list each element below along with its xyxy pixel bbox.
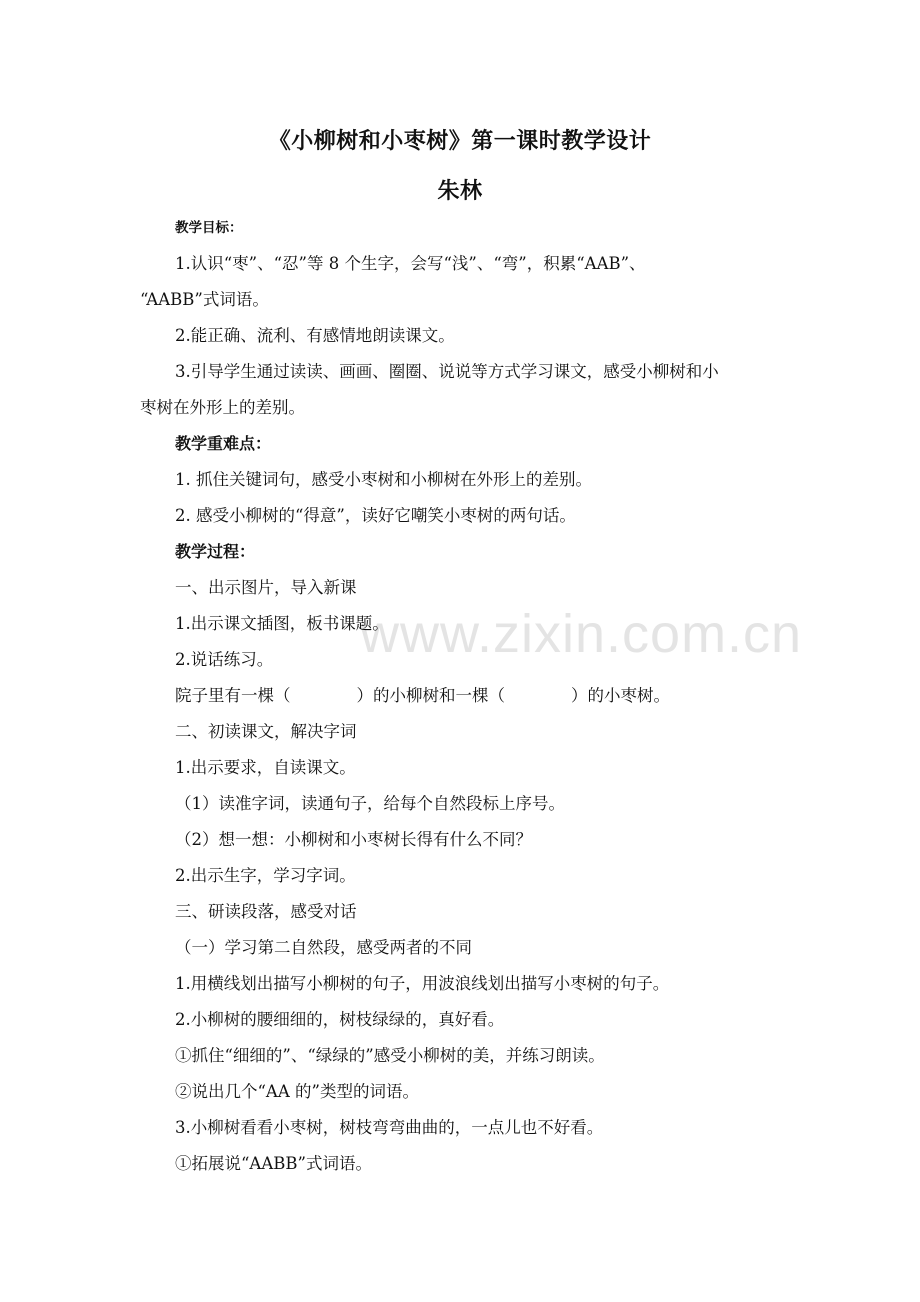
section-3-heading: 三、研读段落，感受对话	[175, 902, 357, 921]
section-1-item-1: 1.出示课文插图，板书课题。	[175, 614, 389, 633]
key-point-2: 2. 感受小柳树的“得意”，读好它嘲笑小枣树的两句话。	[175, 506, 576, 525]
objectives-heading: 教学目标：	[175, 220, 243, 236]
process-heading: 教学过程：	[175, 542, 256, 561]
section-2-item-1: 1.出示要求，自读课文。	[175, 758, 356, 777]
author-name: 朱林	[437, 179, 483, 204]
section-3-item-1: 1.用横线划出描写小柳树的句子，用波浪线划出描写小枣树的句子。	[175, 974, 670, 993]
key-points-heading: 教学重难点：	[175, 434, 272, 453]
section-3-item-3: 3.小柳树看看小枣树，树枝弯弯曲曲的，一点儿也不好看。	[175, 1118, 604, 1137]
page-title: 《小柳树和小枣树》第一课时教学设计	[268, 129, 652, 154]
section-2-heading: 二、初读课文，解决字词	[175, 722, 357, 741]
section-3-item-2-a: ①抓住“细细的”、“绿绿的”感受小柳树的美，并练习朗读。	[175, 1046, 605, 1065]
section-2-item-2: 2.出示生字，学习字词。	[175, 866, 356, 885]
key-point-1: 1. 抓住关键词句，感受小枣树和小柳树在外形上的差别。	[175, 470, 592, 489]
section-3-item-3-a: ①拓展说“AABB”式词语。	[175, 1154, 372, 1173]
section-1-heading: 一、出示图片，导入新课	[175, 578, 357, 597]
objective-3-line-2: 枣树在外形上的差别。	[140, 398, 305, 417]
section-1-item-2: 2.说话练习。	[175, 650, 274, 669]
section-3-part-1: （一）学习第二自然段，感受两者的不同	[175, 938, 472, 957]
section-2-sub-1: （1）读准字词，读通句子，给每个自然段标上序号。	[175, 794, 565, 813]
section-3-item-2: 2.小柳树的腰细细的，树枝绿绿的，真好看。	[175, 1010, 505, 1029]
section-2-sub-2: （2）想一想：小柳树和小枣树长得有什么不同？	[175, 830, 532, 849]
watermark: www.zixin.com.cn	[360, 604, 803, 664]
objective-1-line-1: 1.认识“枣”、“忍”等 8 个生字，会写“浅”、“弯”，积累“AAB”、	[175, 254, 646, 273]
section-1-sentence: 院子里有一棵（ ）的小柳树和一棵（ ）的小枣树。	[175, 686, 670, 705]
objective-1-line-2: “AABB”式词语。	[140, 290, 269, 309]
objective-3-line-1: 3.引导学生通过读读、画画、圈圈、说说等方式学习课文，感受小柳树和小	[175, 362, 719, 381]
objective-2: 2.能正确、流利、有感情地朗读课文。	[175, 326, 455, 345]
section-3-item-2-b: ②说出几个“AA 的”类型的词语。	[175, 1082, 419, 1101]
